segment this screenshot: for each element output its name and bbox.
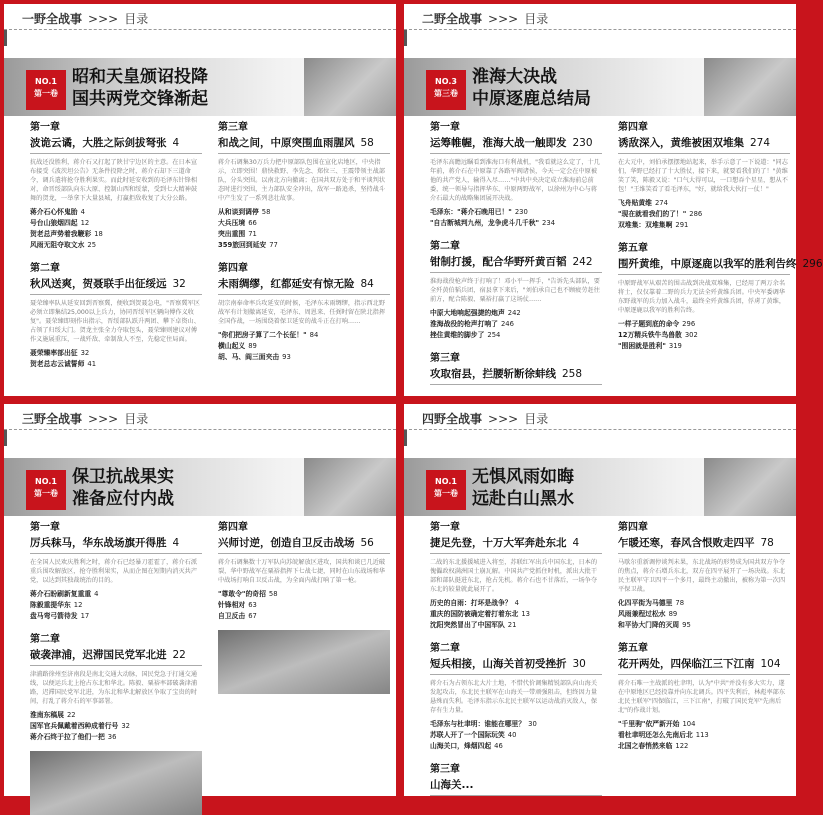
subsection-item[interactable] xyxy=(430,207,602,218)
subsection-item[interactable] xyxy=(218,589,390,600)
subsection-page: 319 xyxy=(668,342,682,350)
chapter-summary: 淮海战役枪声终于打响了！邓小平一挥手，"告诉先头部队，要全歼黄伯韬兵团，宿县拿下来后，"刘伯承自己也不顾疲劳赶往前方，配合陈毅、粟裕打赢了这场仗…… xyxy=(430,278,600,303)
header-arrows: >>> xyxy=(488,12,519,26)
subsection-item[interactable] xyxy=(618,341,790,352)
subsection-title: "自古断城判九州，龙争虎斗几千秋" xyxy=(430,219,540,227)
chapter-title[interactable] xyxy=(618,256,823,275)
subsection-item[interactable] xyxy=(430,609,602,620)
subsection-title: 双堆集：双堆集啊 xyxy=(618,221,673,229)
subsection-title: 风雨兼程过松水 xyxy=(618,610,666,618)
chapter-number: 第五章 xyxy=(618,243,648,254)
subsection-page: 104 xyxy=(682,720,696,728)
chapter-summary: 中原野战军从艰苦的围击战到决战双堆集，已经用了两万余名将士，仅仅靠着二野的兵力无法全歼黄维兵团。中央军委调华东野战军的兵力加入战斗，最终全歼黄维兵团，俘虏了黄维，中原逐鹿以我军的胜利告终。 xyxy=(618,280,786,314)
subsection-page: 12 xyxy=(80,219,90,227)
chapter-entry xyxy=(218,118,390,251)
chapter-title[interactable] xyxy=(430,254,602,273)
subsection-page: 234 xyxy=(542,219,556,227)
subsection-page: 89 xyxy=(668,610,678,618)
subsection-item[interactable] xyxy=(618,620,790,631)
chapter-title-text: 山海关... xyxy=(430,779,474,791)
subsection-page: 13 xyxy=(521,610,531,618)
accent-bar xyxy=(404,430,407,446)
chapter-summary: 蒋介石调集30万兵力把中原部队包围在宣化店地区，中央指示，立即突围！鼎快救野、李先念、郑位三、王震带领主战部队，分头突围。以南北方向撤离；在国共双方处于和平谈判状态时进行突围，主力部队安全冲出，敌军一路追杀，坚持战斗中产生发了一系列悲壮故事。 xyxy=(218,159,386,202)
chapter-number: 第一章 xyxy=(430,522,460,533)
chapter-number: 第一章 xyxy=(30,522,60,533)
subsection-item[interactable] xyxy=(430,730,602,741)
subsection-item[interactable] xyxy=(30,732,202,743)
subsection-page: 242 xyxy=(507,309,521,317)
subsection-item[interactable] xyxy=(618,319,790,330)
subsection-page: 291 xyxy=(675,221,689,229)
subsection-title: 沈阳突然冒出了中国军队 xyxy=(430,621,505,629)
chapter-page-number: 4 xyxy=(172,537,180,549)
subsection-page: 21 xyxy=(507,621,517,629)
chapter-entry xyxy=(430,237,602,341)
subsection-page: 286 xyxy=(689,210,703,218)
accent-bar xyxy=(4,30,7,46)
subsection-page: 40 xyxy=(507,731,517,739)
subsection-page: 302 xyxy=(684,331,698,339)
chapter-number: 第二章 xyxy=(430,241,460,252)
subsection-item[interactable] xyxy=(30,710,202,721)
chapter-title-text: 花开两处，四保临江三下江南 xyxy=(618,658,755,670)
subsection-title: 化四平街为马德里 xyxy=(618,599,673,607)
subsection-item[interactable] xyxy=(30,348,202,359)
chapter-entry xyxy=(30,118,202,251)
chapter-number: 第二章 xyxy=(30,634,60,645)
chapter-title-text: 波诡云谲，大胜之际剑拔弩张 xyxy=(30,137,167,149)
subsection-title: 359旅回到延安 xyxy=(218,241,267,249)
subsection-page: 4 xyxy=(514,599,519,607)
subsection-title: 蒋介石终于拉了他们一把 xyxy=(30,733,105,741)
chapter-title-text: 厉兵秣马，华东战场旗开得胜 xyxy=(30,537,167,549)
chapter-entry xyxy=(218,259,390,363)
subsection-page: 230 xyxy=(514,208,528,216)
chapter-page-number: 230 xyxy=(572,137,593,149)
subsection-item[interactable] xyxy=(30,229,202,240)
volume-badge: NO.1 第一卷 xyxy=(426,470,466,510)
chapter-title[interactable] xyxy=(430,135,602,154)
subsection-item[interactable] xyxy=(430,741,602,752)
chapter-column-right xyxy=(618,518,790,796)
chapter-title[interactable] xyxy=(30,535,202,554)
chapter-summary: 二战的东北援援城进入将至，苏联红军出兵中国东北，日本的傀儡政权满洲国土崩瓦解。中国共产党抓住时机，派出大批干部和部队挺进东北，抢占先机。蒋介石也不甘落后，一场争夺东北的较量就此展开了。 xyxy=(430,559,598,593)
chapter-column-left xyxy=(30,118,202,396)
photo-battlefield xyxy=(30,751,202,815)
chapter-title[interactable] xyxy=(430,656,602,675)
chapter-page-number: 78 xyxy=(760,537,774,549)
subsection-item[interactable] xyxy=(218,229,390,240)
volume-badge: NO.1 第一卷 xyxy=(26,470,66,510)
subsection-title: 毛泽东与杜聿明：谁能在哪里？ xyxy=(430,720,526,728)
subsection-title: 胡、马、阎三面夹击 xyxy=(218,353,280,361)
chapter-summary: 蒋介石唯一主战派的杜聿明，认为"中共"并没有多大实力，遂在中原地区已经投靠并向东北调兵。四平失利后，林彪率部东北民主联军"四保临江，三下江南"，打破了国民党军"先南后北"的作战计划。 xyxy=(618,680,786,714)
subsection-item[interactable] xyxy=(218,330,390,341)
chapter-entry xyxy=(618,239,823,352)
subsection-title: 苏联人开了一个国际玩笑 xyxy=(430,731,505,739)
chapter-summary: 蒋介石调集数十万军队向苏皖解放区进攻，国共和谈已几近破裂，华中野战军在粟裕指挥下七战七捷，同时在山东战场和华中战场打响自卫反击战，为全面内战打响了第一枪。 xyxy=(218,559,386,584)
header-title: 二野全战事 xyxy=(422,12,483,26)
chapter-column-right xyxy=(218,118,390,396)
chapter-title[interactable] xyxy=(218,535,390,554)
subsection-item[interactable] xyxy=(618,730,790,741)
chapter-page-number: 4 xyxy=(172,137,180,149)
chapter-title-text: 秋风送爽，贺聂联手出征绥远 xyxy=(30,278,167,290)
subsection-item[interactable] xyxy=(218,611,390,622)
subsection-item[interactable] xyxy=(30,611,202,622)
subsection-page: 46 xyxy=(494,742,503,750)
subsection-item[interactable] xyxy=(430,719,602,730)
subsection-page: 95 xyxy=(682,621,691,629)
chapter-entry xyxy=(218,518,390,622)
chapter-page-number: 4 xyxy=(572,537,580,549)
header-toc: 目录 xyxy=(524,12,549,26)
subsection-title: 自卫反击 xyxy=(218,612,246,620)
chapter-entry xyxy=(618,118,790,231)
subsection-item[interactable] xyxy=(618,598,790,609)
chapter-number: 第三章 xyxy=(430,764,460,775)
page-second-field-army xyxy=(404,4,823,396)
chapter-summary: 胡宗南奉命率兵攻延安的时候，毛泽东未雨绸缪，指示西北野战军有计划撤离延安，毛泽东、周恩来、任弼时留在陕北指挥全国作战，一场围绕着保卫延安的战斗正在打响…… xyxy=(218,300,386,325)
chapter-entry xyxy=(618,639,790,752)
header-arrows: >>> xyxy=(88,12,119,26)
subsection-page: 66 xyxy=(248,219,257,227)
subsection-title: 重庆的国防被确定着打着东北 xyxy=(430,610,519,618)
chapter-summary: 蒋介石为占领东北大片土地，不惜代价调集精锐部队向山海关发起攻击，东北民主联军在山海关一带顽强阻击，但终因力量悬殊而失利。毛泽东指示东北民主联军以运动战消灭敌人，保存有生力量。 xyxy=(430,680,598,714)
subsection-title: "尊敢令"的奇招 xyxy=(218,590,266,598)
subsection-title: "围困就是胜利" xyxy=(618,342,666,350)
chapter-summary: 聂荣臻率队从延安回到晋察冀，便收到贺聂急电，"晋察冀军区必须立即集结25,000以上兵力，协同晋绥军区辆向傅作义收复"。聂荣臻即刻作出指示，晋绥部队跃升两团、攀下卓资山、占领了归绥大门。贺龙主张全力夺取包头，聂荣臻则建议对傅作义施展重压，一战歼敌、牵制敌人不至，先稳定住局面。 xyxy=(30,300,200,343)
chapter-page-number: 58 xyxy=(360,137,374,149)
subsection-page: 71 xyxy=(248,230,257,238)
chapter-page-number: 84 xyxy=(360,278,374,290)
subsection-title: 贺老总志云诚誓师 xyxy=(30,360,85,368)
subsection-item[interactable] xyxy=(618,719,790,730)
subsection-page: 254 xyxy=(487,331,501,339)
subsection-title: 和平协大门降的灭周 xyxy=(618,621,680,629)
subsection-item[interactable] xyxy=(30,359,202,370)
subsection-item[interactable] xyxy=(218,600,390,611)
subsection-title: 针锋相对 xyxy=(218,601,246,609)
subsection-title: 飞舟贴黄维 xyxy=(618,199,652,207)
chapter-number: 第一章 xyxy=(430,122,460,133)
chapter-title-text: 运筹帷幄，淮海大战一触即发 xyxy=(430,137,567,149)
subsection-item[interactable] xyxy=(30,589,202,600)
chapter-number: 第一章 xyxy=(30,122,60,133)
chapter-title-text: 钳制打援，配合华野歼黄百韬 xyxy=(430,256,567,268)
chapter-title-text: 和战之间，中原突围血雨腥风 xyxy=(218,137,355,149)
subsection-title: 看杜聿明还怎么先南后北 xyxy=(618,731,693,739)
chapter-entry xyxy=(30,259,202,370)
chapter-title-text: 短兵相接，山海关首初受挫折 xyxy=(430,658,567,670)
subsection-page: 18 xyxy=(94,230,103,238)
subsection-page: 274 xyxy=(654,199,668,207)
chapter-column-right xyxy=(218,518,390,796)
chapter-columns xyxy=(430,518,790,796)
chapter-title[interactable] xyxy=(618,535,790,554)
chapter-title[interactable] xyxy=(218,135,390,154)
section-title: 保卫抗战果实 准备应付内战 xyxy=(72,467,174,509)
chapter-title[interactable] xyxy=(30,135,202,154)
chapter-entry xyxy=(430,349,602,385)
subsection-title: 从和谈到调停 xyxy=(218,208,259,216)
chapter-title[interactable] xyxy=(430,535,602,554)
chapter-entry xyxy=(430,760,602,796)
chapter-title-text: 攻取宿县，拦腰斩断徐蚌线 xyxy=(430,368,556,380)
chapter-column-right xyxy=(618,118,823,396)
subsection-page: 22 xyxy=(66,711,76,719)
subsection-item[interactable] xyxy=(430,620,602,631)
chapter-number: 第三章 xyxy=(218,122,248,133)
page-header xyxy=(404,404,796,430)
subsection-page: 296 xyxy=(682,320,696,328)
chapter-page-number: 242 xyxy=(572,256,593,268)
header-arrows: >>> xyxy=(488,412,519,426)
subsection-item[interactable] xyxy=(618,609,790,620)
subsection-page: 77 xyxy=(269,241,278,249)
section-title: 淮海大决战 中原逐鹿总结局 xyxy=(472,67,591,109)
accent-bar xyxy=(404,30,407,46)
subsection-title: 淮海战役的枪声打响了 xyxy=(430,320,498,328)
chapter-entry xyxy=(30,518,202,622)
subsection-item[interactable] xyxy=(30,218,202,229)
subsection-item[interactable] xyxy=(618,198,790,209)
subsection-item[interactable] xyxy=(30,240,202,251)
chapter-page-number: 296 xyxy=(802,258,823,270)
subsection-title: 风雨无阻夺取文水 xyxy=(30,241,85,249)
subsection-item[interactable] xyxy=(430,218,602,229)
header-arrows: >>> xyxy=(88,412,119,426)
header-title: 一野全战事 xyxy=(22,12,83,26)
chapter-number: 第四章 xyxy=(618,122,648,133)
chapter-columns xyxy=(30,118,390,396)
chapter-title-text: 诱敌深入，黄维被困双堆集 xyxy=(618,137,744,149)
subsection-page: 122 xyxy=(675,742,689,750)
chapter-page-number: 274 xyxy=(750,137,771,149)
subsection-title: 国军官兵佩戴着西种成着行号 xyxy=(30,722,119,730)
chapter-summary: 津浦路徐州至济南段是南北交通大动脉，国民党急于打通交通线，以便运兵北上抢占东北和华北。陈毅、粟裕率部破袭津浦路，迟滞国民党军北进，为东北和华北解放区争取了宝贵的时间，打乱了蒋介石的军事部署。 xyxy=(30,671,198,705)
subsection-item[interactable] xyxy=(218,240,390,251)
subsection-item[interactable] xyxy=(218,352,390,363)
subsection-title: 贺老总声势着我鞭彩 xyxy=(30,230,92,238)
subsection-title: 盘马弯弓箭待发 xyxy=(30,612,78,620)
subsection-page: 4 xyxy=(80,208,85,216)
subsection-item[interactable] xyxy=(430,330,602,341)
subsection-item[interactable] xyxy=(30,721,202,732)
chapter-number: 第四章 xyxy=(618,522,648,533)
chapter-page-number: 22 xyxy=(172,649,186,661)
chapter-entry xyxy=(430,518,602,631)
subsection-page: 84 xyxy=(309,331,319,339)
page-third-field-army xyxy=(4,404,396,796)
chapter-number: 第四章 xyxy=(218,522,248,533)
chapter-title-text: 破袭津浦，迟滞国民党军北进 xyxy=(30,649,167,661)
header-title: 三野全战事 xyxy=(22,412,83,426)
chapter-summary: 在全国人民欢庆胜利之时，蒋介石已经暴刀霍霍了，蒋介石派重兵围攻解放区，抢夺胜利果实，从而企图在短期内消灭共产党，以达到其独裁统治的目的。 xyxy=(30,559,198,584)
volume-badge: NO.3 第三卷 xyxy=(426,70,466,110)
chapter-title[interactable] xyxy=(618,656,790,675)
section-title: 昭和天皇颁诏投降 国共两党交锋渐起 xyxy=(72,67,208,109)
chapter-title[interactable] xyxy=(430,777,602,796)
subsection-title: 陈毅重提华东 xyxy=(30,601,71,609)
subsection-title: 一样子题到底的命令 xyxy=(618,320,680,328)
subsection-title: 挫住黄维的脚步了 xyxy=(430,331,485,339)
subsection-item[interactable] xyxy=(218,207,390,218)
subsection-title: 大兵压境 xyxy=(218,219,246,227)
subsection-item[interactable] xyxy=(430,319,602,330)
chapter-entry xyxy=(430,118,602,229)
subsection-title: "千里驹"依严新开始 xyxy=(618,720,680,728)
chapter-columns xyxy=(430,118,823,396)
subsection-page: 93 xyxy=(282,353,291,361)
section-title: 无惧风雨如晦 远赴白山黑水 xyxy=(472,467,574,509)
subsection-title: 淮南东稿展 xyxy=(30,711,64,719)
chapter-entry xyxy=(30,630,202,743)
subsection-page: 25 xyxy=(87,241,97,249)
chapter-summary: 抗战还没胜利，蒋介石又打起了陕甘宁边区的主意。在日本宣布接受《波茨坦公告》无条件投降之时，蒋介石却下三道命令，调兵遣将抢夺胜利果实。而此时延安收到的毛泽东针锋相对，命晋绥部队向东大原、控制山西和绥蒙，受到七大精神鼓舞的贺龙，一举拿下大量县城，打赢拒敌收复了大分公路。 xyxy=(30,159,198,202)
chapter-page-number: 104 xyxy=(760,658,781,670)
page-header xyxy=(404,4,796,30)
page-first-field-army xyxy=(4,4,396,396)
chapter-title[interactable] xyxy=(30,276,202,295)
header-title: 四野全战事 xyxy=(422,412,483,426)
header-toc: 目录 xyxy=(124,12,149,26)
subsection-item[interactable] xyxy=(618,741,790,752)
chapter-page-number: 30 xyxy=(572,658,586,670)
subsection-title: "现在就看我们的了！" xyxy=(618,210,687,218)
subsection-page: 32 xyxy=(121,722,131,730)
chapter-columns xyxy=(30,518,390,796)
chapter-number: 第三章 xyxy=(430,353,460,364)
chapter-title[interactable] xyxy=(618,135,790,154)
subsection-title: 号台山狼烟四起 xyxy=(30,219,78,227)
subsection-item[interactable] xyxy=(30,600,202,611)
chapter-column-left xyxy=(30,518,202,796)
chapter-title[interactable] xyxy=(218,276,390,295)
subsection-title: 中原大地响起强捷的炮声 xyxy=(430,309,505,317)
photo-soldiers xyxy=(218,630,390,694)
page-header xyxy=(4,4,396,30)
chapter-number: 第五章 xyxy=(618,643,648,654)
subsection-page: 41 xyxy=(87,360,97,368)
accent-bar xyxy=(4,430,7,446)
chapter-title-text: 兴师讨逆，创造自卫反击战场 xyxy=(218,537,355,549)
subsection-page: 89 xyxy=(248,342,257,350)
subsection-item[interactable] xyxy=(218,341,390,352)
subsection-page: 246 xyxy=(500,320,514,328)
subsection-item[interactable] xyxy=(430,308,602,319)
chapter-summary: 毛泽东高瞻远瞩看到淮海口有利战机，"我看就这么定了，十几年前，蒋介石在中原靠了各路军阀诸侯，今天一定会在中原被他的共产党人，输得入尽……"中共中央决定成立淮海前总前委，统一领导与指挥华东、中原两野战军，以徐州为中心与蒋介石最大的战略集团展开决战。 xyxy=(430,159,600,202)
chapter-title-text: 围歼黄维，中原逐鹿以我军的胜利告终 xyxy=(618,258,797,270)
subsection-item[interactable] xyxy=(30,207,202,218)
chapter-number: 第二章 xyxy=(430,643,460,654)
subsection-item[interactable] xyxy=(430,598,602,609)
chapter-entry xyxy=(618,518,790,631)
subsection-title: 蒋介石盼刷新复重重 xyxy=(30,590,92,598)
subsection-page: 4 xyxy=(94,590,99,598)
chapter-title-text: 未雨绸缪，红都延安有惊无险 xyxy=(218,278,355,290)
header-toc: 目录 xyxy=(124,412,149,426)
subsection-title: "你们把房子算了二个长征！" xyxy=(218,331,307,339)
subsection-page: 17 xyxy=(80,612,90,620)
subsection-item[interactable] xyxy=(618,330,790,341)
chapter-page-number: 56 xyxy=(360,537,374,549)
chapter-entry xyxy=(430,639,602,752)
subsection-page: 67 xyxy=(248,612,257,620)
subsection-title: 北国之春悄然来临 xyxy=(618,742,673,750)
subsection-title: 聂荣臻率部出征 xyxy=(30,349,78,357)
chapter-number: 第四章 xyxy=(218,263,248,274)
chapter-page-number: 258 xyxy=(562,368,583,380)
chapter-title-text: 乍暖还寒，春风含恨败走四平 xyxy=(618,537,755,549)
subsection-title: 蒋介石心怀鬼胎 xyxy=(30,208,78,216)
volume-badge: NO.1 第一卷 xyxy=(26,70,66,110)
subsection-page: 12 xyxy=(73,601,83,609)
subsection-page: 32 xyxy=(80,349,90,357)
chapter-number: 第二章 xyxy=(30,263,60,274)
chapter-column-left xyxy=(430,118,602,396)
subsection-page: 30 xyxy=(528,720,537,728)
subsection-page: 58 xyxy=(268,590,278,598)
subsection-title: 历史的自雨：打坏是战争？ xyxy=(430,599,512,607)
subsection-title: 突出重围 xyxy=(218,230,246,238)
header-toc: 目录 xyxy=(524,412,549,426)
subsection-title: 山海关口，烽烟四起 xyxy=(430,742,492,750)
subsection-page: 113 xyxy=(695,731,709,739)
chapter-title[interactable] xyxy=(430,366,602,385)
subsection-page: 78 xyxy=(675,599,685,607)
subsection-page: 63 xyxy=(248,601,257,609)
subsection-item[interactable] xyxy=(618,209,790,220)
subsection-item[interactable] xyxy=(218,218,390,229)
chapter-summary: 马歇尔重新调停谈判未果，东北战场的形势成为国共双方争夺的焦点，蒋介石增兵东北，双方在四平展开了一场决战。东北民主联军守卫四平一个多月，最终主动撤出，被称为第一次四平保卫战。 xyxy=(618,559,786,593)
subsection-item[interactable] xyxy=(618,220,790,231)
chapter-title[interactable] xyxy=(30,647,202,666)
page-fourth-field-army xyxy=(404,404,796,796)
subsection-title: 毛泽东："蒋介石晚用已！" xyxy=(430,208,512,216)
subsection-page: 58 xyxy=(261,208,271,216)
chapter-title-text: 捷足先登，十万大军奔赴东北 xyxy=(430,537,567,549)
chapter-page-number: 32 xyxy=(172,278,186,290)
chapter-column-left xyxy=(430,518,602,796)
subsection-page: 36 xyxy=(107,733,117,741)
page-header xyxy=(4,404,396,430)
subsection-title: 12万精兵铁牛鸟兽散 xyxy=(618,331,682,339)
chapter-summary: 在大元中，刘伯承摆摆地站起来，举手示意了一下说道："同志们，华野已经打了十大胜仗，接下来，就要看我们的了！"黄维笑了笑，陈毅又说："口气大得可以，一口想吞个星星，想从不包！"王维笑看了看毛泽东，"好，就给我大伙打一仗！" xyxy=(618,159,788,193)
subsection-title: 横山起义 xyxy=(218,342,246,350)
